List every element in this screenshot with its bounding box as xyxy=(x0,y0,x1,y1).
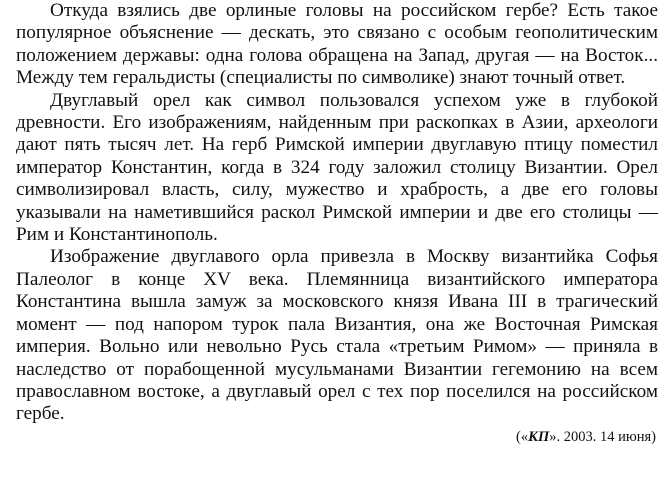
paragraph-3: Изображение двуглавого орла привезла в Москву византийка Софья Палеолог в конце XV века. Племянница византийского императора Константина вышла замуж за московского князя Ивана III в трагический момент — под напором турок пала Византия, она же Восточная Римская империя. Вольно или невольно Русь стала «третьим Римом» — приняла в наследство от порабощенной мусульманами Византии гегемонию на всем православном востоке, а двуглавый орел с тех пор поселился на российском гербе. xyxy=(16,246,658,425)
article xyxy=(16,0,658,446)
source-name: КП xyxy=(528,428,550,445)
source-open: (« xyxy=(516,428,529,445)
paragraph-2: Двуглавый орел как символ пользовался успехом уже в глубокой древности. Его изображениям, найденным при раскопках в Азии, археологи дают пять тысяч лет. На герб Римской империи двуглавую птицу поместил император Константин, когда в 324 году заложил столицу Византии. Орел символизировал власть, силу, мужество и храбрость, а две его головы указывали на наметившийся раскол Римской империи и две его столицы — Рим и Константинополь. xyxy=(16,89,658,246)
source-citation xyxy=(16,428,656,446)
paragraph-1: Откуда взялись две орлиные головы на российском гербе? Есть такое популярное объяснение — дескать, это связано с особым геополитическим положением державы: одна голова обращена на Запад, другая — на Восток... Между тем геральдисты (специалисты по символике) знают точный ответ. xyxy=(16,0,658,89)
source-date: ». 2003. 14 июня) xyxy=(549,428,656,445)
